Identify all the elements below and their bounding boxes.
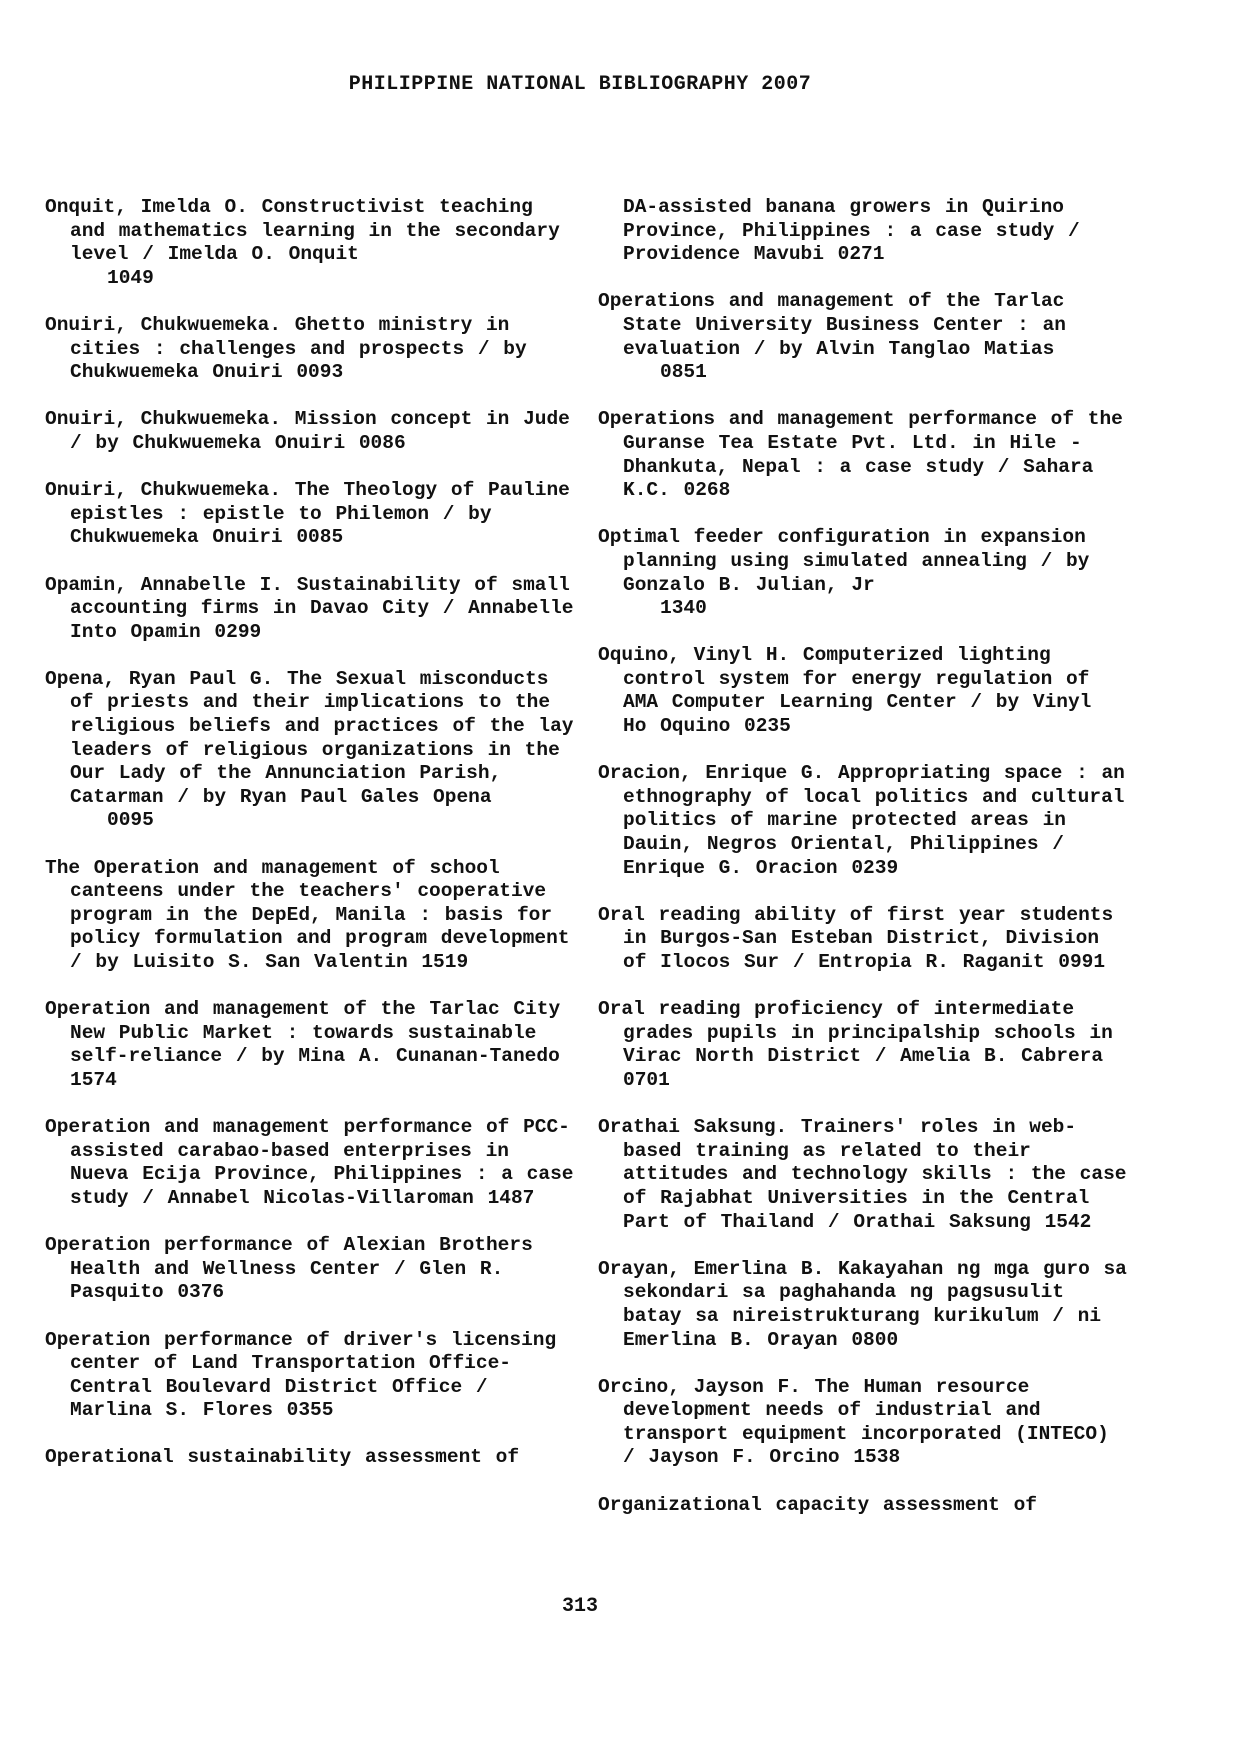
entry-number: 1487 <box>473 1186 535 1209</box>
entry-citation: Oracion, Enrique G. Appropriating space : an ethnography of local politics and cultural politics of marine protected areas in Dauin, Negros Oriental, Philippines / Enrique G. Oracion <box>598 762 1125 879</box>
bibliography-entry <box>45 479 575 550</box>
entry-citation: Optimal feeder configuration in expansion planning using simulated annealing / by Gonzalo B. Julian, Jr <box>598 526 1090 596</box>
entry-citation: Orayan, Emerlina B. Kakayahan ng mga guro sa sekondari sa paghahanda ng pagsusulit batay sa nireistrukturang kurikulum / ni Emerlina B. Orayan <box>598 1257 1127 1351</box>
bibliography-entry <box>598 196 1128 267</box>
entry-number: 0355 <box>272 1399 334 1422</box>
entry-number: 0239 <box>837 856 899 879</box>
entry-citation: Oquino, Vinyl H. Computerized lighting control system for energy regulation of AMA Computer Learning Center / by Vinyl Ho Oquino <box>598 644 1092 738</box>
entry-citation: Operation performance of driver's licensing center of Land Transportation Office-Central Boulevard District Office / Marlina S. Flores <box>45 1328 557 1422</box>
entry-number: 1340 <box>660 597 707 620</box>
bibliography-entry <box>598 1258 1128 1352</box>
entry-number: 0085 <box>282 526 344 549</box>
bibliography-entry <box>598 762 1128 880</box>
entry-citation: Operations and management performance of the Guranse Tea Estate Pvt. Ltd. in Hile - Dhankuta, Nepal : a case study / Sahara K.C. <box>598 408 1123 502</box>
entry-number: 0851 <box>660 361 707 384</box>
entry-citation: Opamin, Annabelle I. Sustainability of small accounting firms in Davao City / Annabelle Into Opamin <box>45 573 574 643</box>
entry-citation: Oral reading proficiency of intermediate grades pupils in principalship schools in Virac North District / Amelia B. Cabrera <box>598 998 1113 1068</box>
entry-number: 0086 <box>345 431 406 454</box>
entry-number: 0299 <box>200 620 262 643</box>
entry-number: 0235 <box>730 715 791 738</box>
entry-citation: Onuiri, Chukwuemeka. Mission concept in Jude / by Chukwuemeka Onuiri <box>45 408 570 454</box>
bibliography-entry <box>598 526 1128 620</box>
bibliography-entry <box>45 1329 575 1423</box>
entry-number: 0800 <box>837 1328 899 1351</box>
left-column <box>45 196 575 1494</box>
entry-number: 1538 <box>839 1446 901 1469</box>
entry-citation: Operation and management of the Tarlac City New Public Market : towards sustainable self-reliance / by Mina A. Cunanan-Tanedo <box>45 998 561 1068</box>
entry-number: 0093 <box>282 361 344 384</box>
bibliography-entry <box>598 904 1128 975</box>
entry-citation: Operations and management of the Tarlac State University Business Center : an evaluation / by Alvin Tanglao Matias <box>598 290 1066 360</box>
bibliography-entry <box>45 857 575 975</box>
bibliography-entry <box>45 314 575 385</box>
bibliography-entry <box>45 1446 575 1470</box>
entry-number: 0268 <box>669 479 731 502</box>
entry-number: 0701 <box>623 1068 670 1091</box>
entry-citation: Orcino, Jayson F. The Human resource development needs of industrial and transport equipment incorporated (INTECO) / Jayson F. Orcino <box>598 1375 1109 1469</box>
bibliography-entry <box>598 1376 1128 1470</box>
bibliography-entry <box>45 196 575 290</box>
entry-number: 1574 <box>70 1068 117 1091</box>
running-head: PHILIPPINE NATIONAL BIBLIOGRAPHY 2007 <box>348 73 812 96</box>
entry-citation: Operational sustainability assessment of <box>45 1446 520 1469</box>
bibliography-entry <box>598 290 1128 384</box>
entry-citation: Opena, Ryan Paul G. The Sexual misconducts of priests and their implications to the religious beliefs and practices of the lay leaders of religious organizations in the Our Lady of the Annunciation Parish, Catarman / by Ryan Paul Gales Opena <box>45 667 574 808</box>
bibliography-entry <box>598 408 1128 502</box>
entry-citation: DA-assisted banana growers in Quirino Province, Philippines : a case study / Providence Mavubi <box>623 196 1080 266</box>
bibliography-entry <box>45 1234 575 1305</box>
bibliography-entry <box>45 574 575 645</box>
entry-number: 1049 <box>107 266 154 289</box>
entry-number: 1519 <box>407 951 469 973</box>
bibliography-entry <box>45 998 575 1092</box>
entry-citation: Onuiri, Chukwuemeka. Ghetto ministry in cities : challenges and prospects / by Chukwuemeka Onuiri <box>45 313 527 384</box>
entry-citation: Operation performance of Alexian Brothers Health and Wellness Center / Glen R. Pasquito <box>45 1234 533 1304</box>
bibliography-entry <box>598 644 1128 738</box>
entry-citation: Onquit, Imelda O. Constructivist teaching and mathematics learning in the secondary level / Imelda O. Onquit <box>45 196 560 266</box>
entry-number: 0271 <box>823 243 885 266</box>
entry-number: 0376 <box>163 1281 225 1304</box>
entry-number: 0095 <box>107 809 154 832</box>
entry-citation: Onuiri, Chukwuemeka. The Theology of Pauline epistles : epistle to Philemon / by Chukwuemeka Onuiri <box>45 479 570 549</box>
entry-citation: Orathai Saksung. Trainers' roles in web-based training as related to their attitudes and technology skills : the case of Rajabhat Universities in the Central Part of Thailand / Orathai Saksung <box>598 1116 1127 1233</box>
bibliography-entry <box>598 1494 1128 1518</box>
bibliography-entry <box>45 1116 575 1210</box>
bibliography-entry <box>45 668 575 833</box>
page-number: 313 <box>561 1595 598 1618</box>
bibliography-entry <box>45 408 575 455</box>
bibliography-entry <box>598 1116 1128 1234</box>
entry-number: 1542 <box>1030 1210 1092 1233</box>
entry-citation: Organizational capacity assessment of <box>598 1493 1037 1516</box>
entry-citation: Operation and management performance of PCC-assisted carabao-based enterprises in Nueva Ecija Province, Philippines : a case study / Annabel Nicolas-Villaroman <box>45 1116 574 1209</box>
entry-citation: The Operation and management of school canteens under the teachers' cooperative program in the DepEd, Manila : basis for policy formulation and program development / by Luisito S. San Valentin <box>45 856 570 973</box>
entry-citation: Oral reading ability of first year students in Burgos-San Esteban District, Division of Ilocos Sur / Entropia R. Raganit <box>598 903 1114 973</box>
right-column <box>598 196 1128 1541</box>
entry-number: 0991 <box>1044 951 1106 973</box>
bibliography-entry <box>598 998 1128 1092</box>
